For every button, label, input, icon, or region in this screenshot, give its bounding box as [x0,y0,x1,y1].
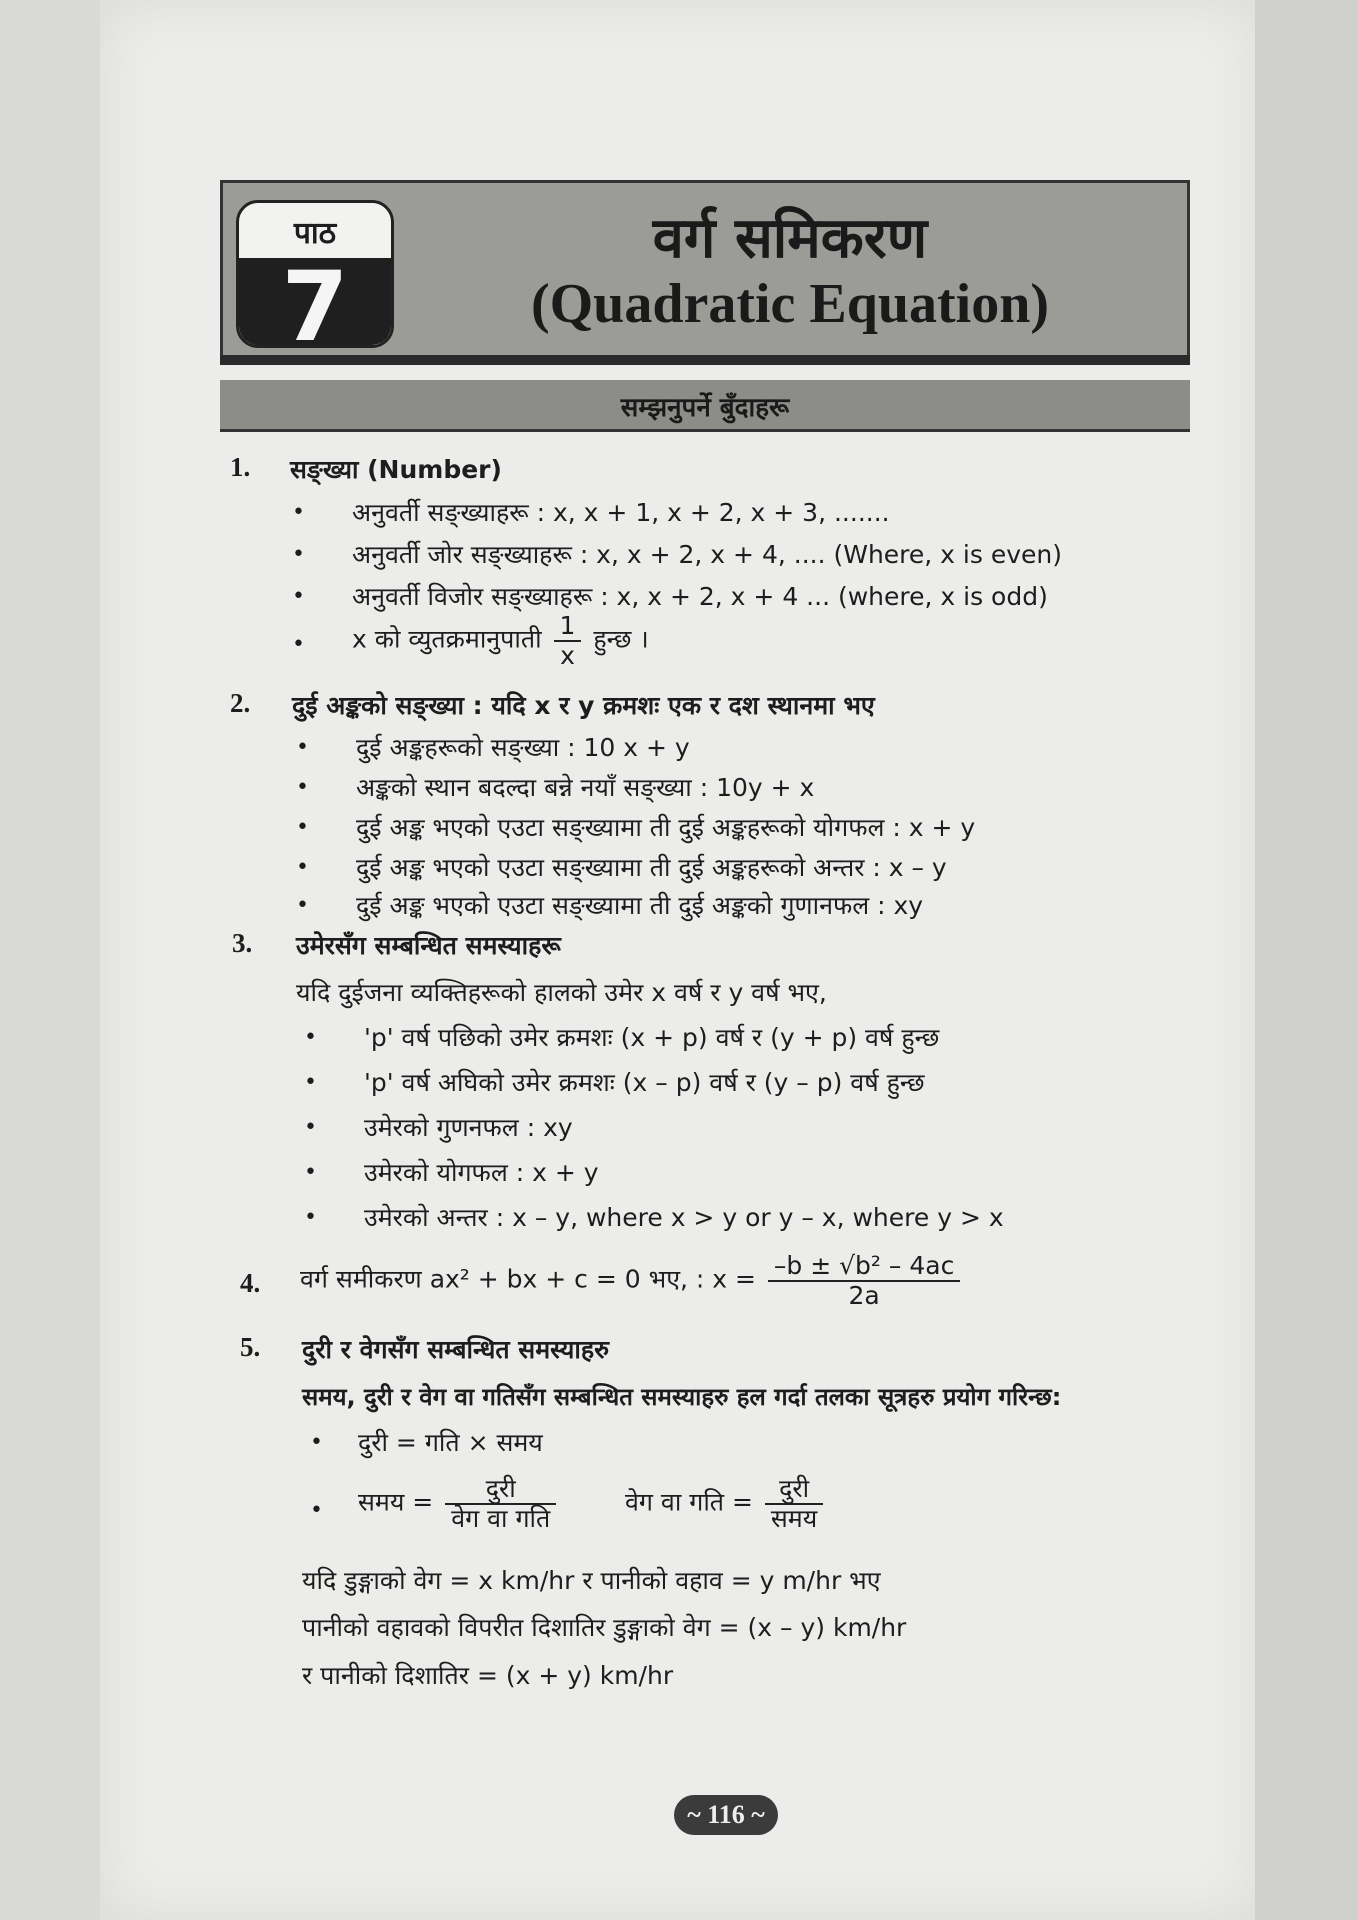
section-3-item: 'p' वर्ष अघिको उमेर क्रमशः (x – p) वर्ष र (y – p) वर्ष हुन्छ [364,1068,925,1097]
section-3-item: उमेरको योगफल : x + y [364,1158,599,1187]
bullet: • [296,893,309,918]
section-2-number: 2. [230,688,251,718]
section-1-item: अनुवर्ती विजोर सङ्ख्याहरू : x, x + 2, x + 4 ... (where, x is odd) [352,582,1048,611]
reciprocal-text: x को व्युतक्रमानुपाती [352,624,542,654]
bullet: • [310,1430,323,1455]
time-denominator: वेग वा गति [451,1503,551,1533]
chapter-title-english: (Quadratic Equation) [530,273,1050,335]
section-5-intro: समय, दुरी र वेग वा गतिसँग सम्बन्धित समस्याहरु हल गर्दा तलका सूत्रहरु प्रयोग गरिन्छ: [302,1383,1062,1411]
section-3-item: उमेरको गुणनफल : xy [364,1113,573,1142]
subheading: सम्झनुपर्ने बुँदाहरू [620,393,790,423]
fraction-numerator: 1 [554,612,582,642]
formula-numerator: –b ± √b² – 4ac [768,1252,960,1282]
formula-denominator: 2a [848,1280,880,1310]
lesson-number: 7 [281,251,349,348]
section-5-number: 5. [240,1332,261,1362]
section-1-item: अनुवर्ती जोर सङ्ख्याहरू : x, x + 2, x + 4, .... (Where, x is even) [352,540,1062,569]
bullet: • [296,815,309,840]
banner-underline [220,355,1190,365]
time-formula [358,1475,560,1532]
section-3-number: 3. [232,928,253,958]
section-5-line: पानीको वहावको विपरीत दिशातिर डुङ्गाको वेग = (x – y) km/hr [302,1613,907,1642]
section-1-number: 1. [230,452,251,482]
quadratic-formula-text: वर्ग समीकरण ax² + bx + c = 0 भए, : x = [300,1264,756,1294]
bullet: • [292,632,305,657]
bullet: • [296,855,309,880]
quadratic-formula-line [300,1252,964,1309]
bullet: • [310,1498,323,1523]
lesson-badge [236,200,394,348]
section-5-item: दुरी = गति × समय [358,1428,543,1457]
fraction-denominator: x [560,640,575,670]
section-5-line: यदि डुङ्गाको वेग = x km/hr र पानीको वहाव = y m/hr भए [302,1566,881,1595]
section-4-number: 4. [240,1268,261,1298]
quadratic-formula-fraction [768,1252,960,1309]
section-2-item: दुई अङ्क भएको एउटा सङ्ख्यामा ती दुई अङ्कहरूको योगफल : x + y [356,813,976,842]
reciprocal-suffix: हुन्छ । [593,624,649,654]
bullet: • [304,1115,317,1140]
bullet: • [296,735,309,760]
page-number: ~ 116 ~ [674,1795,778,1835]
subheading-bar [220,380,1190,432]
section-2-title: दुई अङ्कको सङ्ख्या : यदि x र y क्रमशः एक र दश स्थानमा भए [292,691,875,720]
speed-formula [625,1475,827,1532]
section-1-item: अनुवर्ती सङ्ख्याहरू : x, x + 1, x + 2, x + 3, ....... [352,498,890,527]
time-fraction [445,1475,556,1532]
section-3-item: 'p' वर्ष पछिको उमेर क्रमशः (x + p) वर्ष र (y + p) वर्ष हुन्छ [364,1023,940,1052]
bullet: • [304,1025,317,1050]
section-3-intro: यदि दुईजना व्यक्तिहरूको हालको उमेर x वर्ष र y वर्ष भए, [296,978,827,1007]
section-2-item: दुई अङ्कहरूको सङ्ख्या : 10 x + y [356,733,690,762]
speed-numerator: दुरी [765,1475,823,1505]
section-1-item-reciprocal [352,612,649,669]
section-3-title: उमेरसँग सम्बन्धित समस्याहरू [296,931,561,960]
speed-denominator: समय [770,1503,818,1533]
bullet: • [304,1070,317,1095]
lesson-word: पाठ [293,216,337,251]
section-2-item: दुई अङ्क भएको एउटा सङ्ख्यामा ती दुई अङ्कको गुणानफल : xy [356,891,924,920]
section-5-title: दुरी र वेगसँग सम्बन्धित समस्याहरु [302,1335,610,1364]
bullet: • [292,500,305,525]
bullet: • [304,1160,317,1185]
speed-fraction [765,1475,823,1532]
chapter-title-nepali: वर्ग समिकरण [652,206,928,271]
time-numerator: दुरी [445,1475,556,1505]
page-edge [1255,0,1357,1920]
bullet: • [304,1205,317,1230]
bullet: • [292,542,305,567]
bullet: • [292,584,305,609]
section-5-line: र पानीको दिशातिर = (x + y) km/hr [302,1661,674,1690]
bullet: • [296,775,309,800]
section-2-item: दुई अङ्क भएको एउटा सङ्ख्यामा ती दुई अङ्कहरूको अन्तर : x – y [356,853,947,882]
section-2-item: अङ्कको स्थान बदल्दा बन्ने नयाँ सङ्ख्या : 10y + x [356,773,815,802]
reciprocal-fraction [554,612,582,669]
section-3-item: उमेरको अन्तर : x – y, where x > y or y – x, where y > x [364,1203,1004,1232]
speed-label: वेग वा गति = [625,1487,753,1517]
section-1-title: सङ्ख्या (Number) [290,455,502,484]
time-label: समय = [358,1487,434,1517]
